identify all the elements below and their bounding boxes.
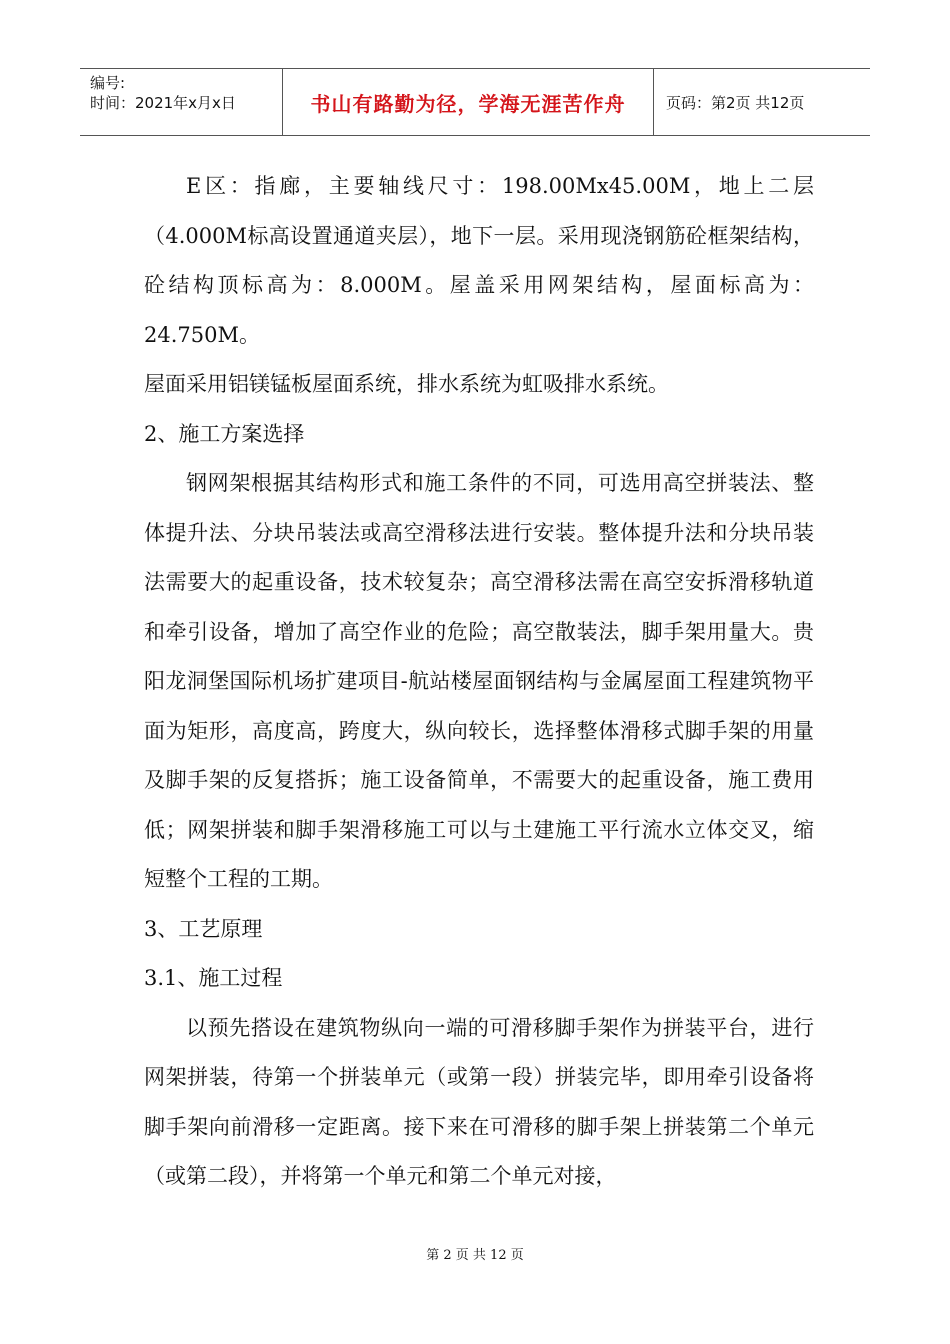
section-heading-2: 2、施工方案选择 — [144, 421, 305, 446]
header-meta — [80, 69, 282, 135]
section-heading-3: 3、工艺原理 — [144, 916, 263, 941]
header-motto: 书山有路勤为径，学海无涯苦作舟 — [282, 69, 654, 135]
document-number-label: 编号: — [90, 74, 126, 92]
paragraph-e-zone: E区：指廊，主要轴线尺寸：198.00Mx45.00M，地上二层（4.000M标高设置通道夹层），地下一层。采用现浇钢筋砼框架结构，砼结构顶标高为：8.000M。屋盖采用网架结构，屋面标高为：24.750M。 — [144, 174, 814, 347]
document-body — [144, 162, 814, 1202]
page-header — [80, 68, 870, 136]
page-footer: 第 2 页 共 12 页 — [426, 1248, 524, 1263]
subsection-heading-3-1: 3.1、施工过程 — [144, 966, 283, 990]
paragraph-construction-process: 以预先搭设在建筑物纵向一端的可滑移脚手架作为拼装平台，进行网架拼装，待第一个拼装单元（或第一段）拼装完毕，即用牵引设备将脚手架向前滑移一定距离。接下来在可滑移的脚手架上拼装第二个单元（或第二段），并将第一个单元和第二个单元对接， — [144, 1015, 814, 1188]
header-page-info: 页码：第2页 共12页 — [666, 93, 805, 112]
paragraph-roof-system: 屋面采用铝镁锰板屋面系统，排水系统为虹吸排水系统。 — [144, 372, 669, 396]
document-time-label: 时间：2021年x月x日 — [90, 94, 236, 112]
paragraph-construction-plan: 钢网架根据其结构形式和施工条件的不同，可选用高空拼装法、整体提升法、分块吊装法或高空滑移法进行安装。整体提升法和分块吊装法需要大的起重设备，技术较复杂；高空滑移法需在高空安拆滑移轨道和牵引设备，增加了高空作业的危险；高空散装法，脚手架用量大。贵阳龙洞堡国际机场扩建项目-航站楼屋面钢结构与金属屋面工程建筑物平面为矩形，高度高，跨度大，纵向较长，选择整体滑移式脚手架的用量及脚手架的反复搭拆；施工设备简单，不需要大的起重设备，施工费用低；网架拼装和脚手架滑移施工可以与土建施工平行流水立体交叉，缩短整个工程的工期。 — [144, 471, 814, 891]
